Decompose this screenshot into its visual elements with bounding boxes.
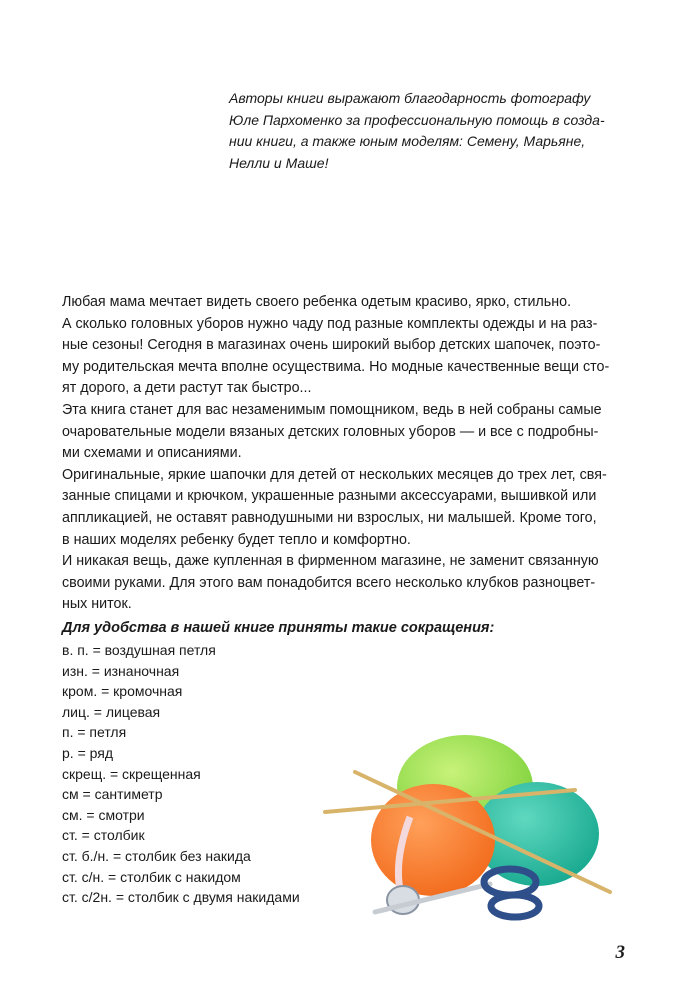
abbreviation-item: ст. с/н. = столбик с накидом <box>62 868 241 885</box>
intro-line: А сколько головных уборов нужно чаду под разные комплекты одежды и на раз- <box>62 315 598 332</box>
abbreviation-item: кром. = кромочная <box>62 683 183 700</box>
intro-line: Любая мама мечтает видеть своего ребенка одетым красиво, ярко, стильно. <box>62 294 572 310</box>
abbreviation-item: скрещ. = скрещенная <box>62 765 201 782</box>
intro-line: Оригинальные, яркие шапочки для детей от нескольких месяцев до трех лет, свя- <box>62 466 607 483</box>
acknowledgement <box>229 88 629 174</box>
acknowledgement-line: Авторы книги выражают благодарность фотографу <box>229 90 591 106</box>
yarn-illustration <box>315 722 615 922</box>
intro-line: занные спицами и крючком, украшенные разными аксессуарами, вышивкой или <box>62 488 597 505</box>
acknowledgement-line: Нелли и Маше! <box>229 154 329 171</box>
intro-line: Эта книга станет для вас незаменимым помощником, ведь в ней собраны самые <box>62 401 602 418</box>
abbreviations-heading: Для удобства в нашей книге приняты такие сокращения: <box>62 620 495 636</box>
intro-line: в наших моделях ребенку будет тепло и комфортно. <box>62 531 411 548</box>
abbreviation-item: п. = петля <box>62 724 127 741</box>
intro-line: ных ниток. <box>62 596 132 613</box>
abbreviation-item: изн. = изнаночная <box>62 662 180 679</box>
intro-line: И никакая вещь, даже купленная в фирменном магазине, не заменит связанную <box>62 553 599 570</box>
abbreviation-item: ст. б./н. = столбик без накида <box>62 847 251 864</box>
acknowledgement-line: Юле Пархоменко за профессиональную помощь в созда- <box>229 111 605 128</box>
abbreviation-item: ст. с/2н. = столбик с двумя накидами <box>62 889 300 906</box>
page-number: 3 <box>615 942 625 963</box>
intro-text <box>62 292 622 616</box>
abbreviation-item: см = сантиметр <box>62 786 163 803</box>
abbreviation-item: см. = смотри <box>62 806 145 823</box>
intro-line: му родительская мечта вполне осуществима. Но модные качественные вещи сто- <box>62 358 610 375</box>
scissors-handle <box>491 895 539 917</box>
intro-line: ми схемами и описаниями. <box>62 445 242 462</box>
intro-line: аппликацией, не оставят равнодушными ни взрослых, ни малышей. Кроме того, <box>62 509 597 526</box>
abbreviation-item: в. п. = воздушная петля <box>62 642 216 658</box>
abbreviation-item: лиц. = лицевая <box>62 703 161 720</box>
abbreviation-item: р. = ряд <box>62 744 114 761</box>
abbreviation-item: ст. = столбик <box>62 827 145 844</box>
abbreviations-list <box>62 640 300 908</box>
acknowledgement-line: нии книги, а также юным моделям: Семену, Марьяне, <box>229 133 586 149</box>
intro-line: ные сезоны! Сегодня в магазинах очень широкий выбор детских шапочек, поэто- <box>62 337 601 354</box>
intro-line: очаровательные модели вязаных детских головных уборов — и все с подробны- <box>62 423 599 440</box>
intro-line: ят дорого, а дети растут так быстро... <box>62 380 312 397</box>
intro-line: своими руками. Для этого вам понадобится всего несколько клубков разноцвет- <box>62 574 596 591</box>
